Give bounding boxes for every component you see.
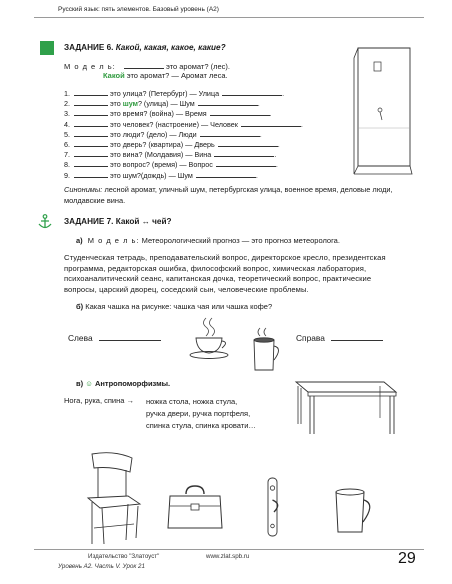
exercise-pre: это — [110, 89, 121, 98]
task7-c-column — [146, 396, 256, 432]
exercise-number: 7. — [64, 150, 70, 160]
door-drawing — [352, 48, 414, 176]
answer-blank — [74, 87, 108, 96]
answer-blank — [74, 128, 108, 137]
task6-synonyms — [64, 185, 394, 206]
c-line-2: ручка двери, ручка портфеля, — [146, 409, 251, 418]
model-text: это аромат? (лес). — [165, 62, 230, 71]
exercise-text: человек? (настроение) — Человек — [120, 119, 238, 129]
task7-a-model-text: Метеорологический прогноз — это прогноз метеоролога. — [141, 236, 340, 245]
answer-blank — [74, 138, 108, 147]
exercise-number: 9. — [64, 170, 70, 180]
answer-blank — [241, 118, 301, 127]
task6-number: ЗАДАНИЕ 6. — [64, 43, 114, 52]
answer-blank — [214, 148, 277, 160]
exercise-row — [64, 169, 354, 179]
exercise-number: 2. — [64, 99, 70, 109]
table-drawing — [288, 378, 398, 438]
task7-c-words: Нога, рука, спина → — [64, 396, 135, 405]
exercise-number: 3. — [64, 109, 70, 119]
coffee-mug-drawing — [248, 326, 286, 376]
row-period: . — [259, 129, 262, 139]
synonyms-text: лесной аромат, уличный шум, петербургская улица, военное время, деловые люди, молдавские вина. — [64, 185, 393, 205]
exercise-row — [64, 138, 354, 148]
task6-question: Какой, какая, какое, какие? — [115, 43, 226, 52]
answer-blank — [198, 97, 260, 109]
answer-blank — [74, 169, 108, 178]
task6-model-line2 — [103, 71, 228, 81]
answer-blank — [200, 128, 260, 137]
task7-a-label: а) — [76, 236, 83, 245]
exercise-text: шум?(дождь) — Шум — [120, 170, 193, 180]
task7-b-question — [76, 302, 272, 312]
task7-title: ЗАДАНИЕ 7. Какой ↔ чей? — [64, 217, 172, 226]
answer-blank — [222, 87, 285, 98]
exercise-pre: это — [110, 139, 121, 149]
task6-exercises — [64, 87, 354, 179]
task7-b-label: б) — [76, 302, 84, 311]
blank-line — [124, 60, 164, 69]
green-square-icon — [40, 41, 54, 55]
task7-a-model — [76, 236, 340, 246]
exercise-text: улица? (Петербург) — Улица — [120, 89, 220, 98]
left-label-row — [68, 332, 161, 343]
exercise-pre: это — [110, 129, 121, 139]
model-answer-text: это аромат? — Аромат леса. — [126, 71, 228, 80]
exercise-pre: это — [110, 119, 121, 129]
c-line-1: ножка стола, ножка стула, — [146, 397, 238, 406]
page-number: 29 — [398, 550, 416, 567]
answer-blank — [216, 158, 278, 170]
exercise-text: вина? (Молдавия) — Вина — [120, 150, 212, 160]
exercise-row — [64, 128, 354, 138]
task7-c-heading: Антропоморфизмы. — [94, 379, 171, 388]
exercise-pre: это — [110, 99, 123, 109]
right-answer-blank — [331, 332, 383, 341]
answer-blank — [218, 138, 278, 147]
task7-a-model-label: М о д е л ь: — [87, 236, 140, 245]
right-label-row — [296, 332, 383, 343]
mug-drawing — [332, 486, 378, 536]
row-period: . — [277, 139, 280, 149]
exercise-pre: это — [110, 170, 121, 180]
exercise-text: вопрос? (время) — Вопрос — [120, 160, 213, 170]
row-period: . — [274, 150, 277, 160]
exercise-row — [64, 158, 354, 168]
header-rule — [34, 17, 424, 18]
task6-title — [64, 43, 226, 52]
answer-blank — [210, 107, 272, 119]
exercise-text: время? (война) — Время — [120, 109, 207, 119]
answer-blank — [74, 97, 108, 106]
running-title: Русский язык: пять элементов. Базовый уровень (А2) — [58, 6, 219, 13]
smiley-icon: ☺ — [85, 379, 93, 388]
row-period: . — [275, 160, 278, 170]
exercise-row — [64, 97, 354, 107]
exercise-number: 8. — [64, 160, 70, 170]
anchor-icon — [38, 214, 52, 230]
exercise-number: 6. — [64, 139, 70, 149]
row-period: . — [255, 170, 258, 180]
exercise-text: дверь? (квартира) — Дверь — [120, 139, 215, 149]
chair-drawing — [84, 452, 144, 547]
synonyms-label: Синонимы: — [64, 185, 103, 194]
exercise-row — [64, 148, 354, 158]
exercise-row — [64, 107, 354, 117]
task7-b-text: Какая чашка на рисунке: чашка чая или чашка кофе? — [85, 302, 273, 311]
left-answer-blank — [99, 332, 161, 341]
exercise-row — [64, 118, 354, 128]
answer-blank — [196, 169, 256, 178]
row-period: . — [282, 89, 285, 98]
footer-level: Уровень А2. Часть V. Урок 21 — [58, 563, 145, 570]
row-period: . — [269, 109, 272, 119]
answer-blank — [74, 107, 108, 116]
tea-cup-drawing — [188, 316, 238, 362]
footer-rule — [34, 549, 424, 550]
door-handle-drawing — [262, 476, 284, 538]
answer-blank — [74, 158, 108, 167]
left-label: Слева — [68, 333, 93, 343]
c-line-3: спинка стула, спинка кровати… — [146, 421, 256, 430]
footer-publisher: Издательство "Златоуст" — [88, 553, 160, 560]
exercise-text: люди? (дело) — Люди — [120, 129, 197, 139]
exercise-text: ? (улица) — Шум — [137, 99, 195, 109]
exercise-number: 4. — [64, 119, 70, 129]
task7-a-paragraph: Студенческая тетрадь, преподавательский вопрос, директорское кресло, президентская программа, редакторская ошибка, философский вопрос, химическая лаборатория, психоаналитический сеанс, капитанская дочка, теоретический вопрос, практические вопросы, царский дворец, соседский сын, человеческие проблемы. — [64, 253, 386, 294]
exercise-number: 5. — [64, 129, 70, 139]
exercise-emphasis: шум — [122, 99, 138, 109]
exercise-pre: это — [110, 160, 121, 170]
right-label: Справа — [296, 333, 325, 343]
briefcase-drawing — [166, 482, 224, 532]
exercise-row — [64, 87, 354, 97]
row-period: . — [300, 119, 303, 129]
exercise-pre: это — [110, 150, 121, 160]
row-period: . — [257, 99, 260, 109]
footer-site: www.zlat.spb.ru — [206, 553, 250, 560]
task7-c-label: в) — [76, 379, 84, 388]
answer-blank — [74, 148, 108, 157]
model-answer-word: Какой — [103, 71, 125, 80]
model-label: М о д е л ь: — [64, 62, 116, 71]
answer-blank — [74, 118, 108, 127]
exercise-pre: это — [110, 109, 121, 119]
exercise-number: 1. — [64, 89, 70, 98]
task7-c-title — [76, 379, 170, 389]
